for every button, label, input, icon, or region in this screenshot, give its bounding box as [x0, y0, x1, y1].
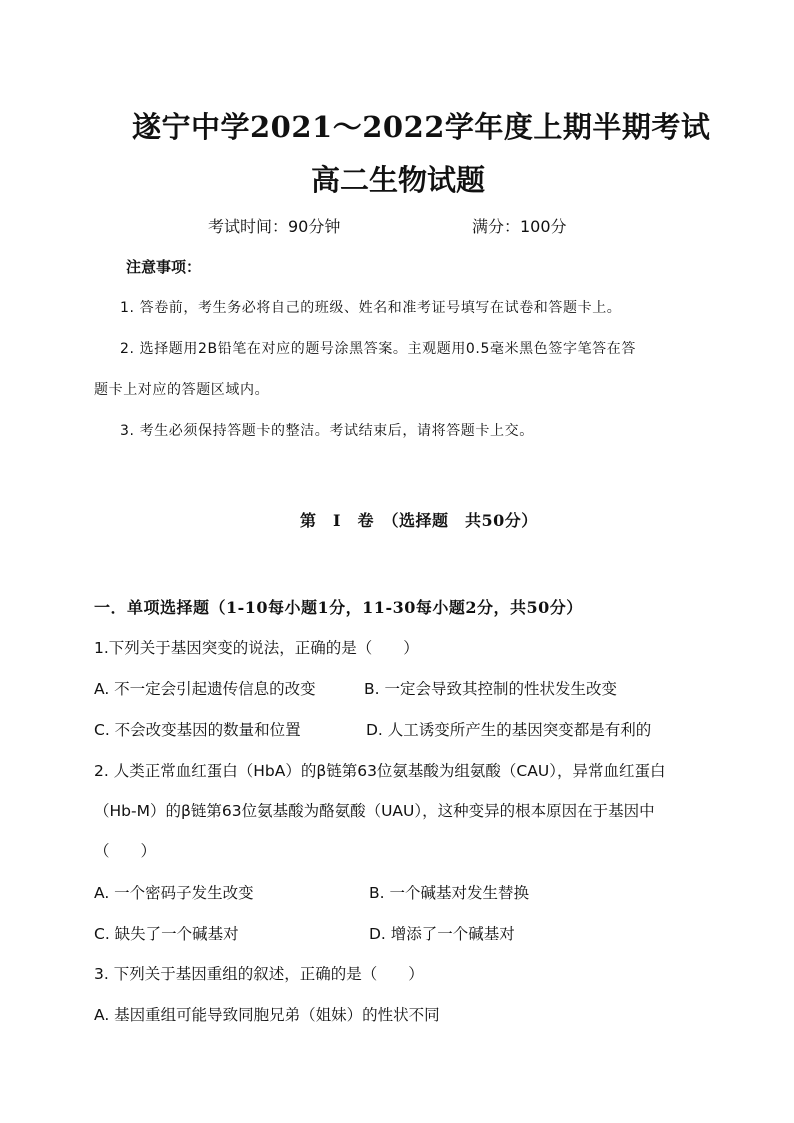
exam-title: 遂宁中学2021～2022学年度上期半期考试 — [132, 110, 711, 144]
option-b: B. 一个碱基对发生替换 — [369, 884, 529, 902]
option-c: C. 不会改变基因的数量和位置 — [94, 721, 301, 739]
note-item: 3. 考生必须保持答题卡的整洁。考试结束后，请将答题卡上交。 — [120, 423, 534, 439]
option-a: A. 一个密码子发生改变 — [94, 884, 254, 902]
option-a: A. 基因重组可能导致同胞兄弟（姐妹）的性状不同 — [94, 1006, 440, 1024]
section-heading: 一．单项选择题（1-10每小题1分，11-30每小题2分，共50分） — [94, 598, 583, 617]
option-a: A. 不一定会引起遗传信息的改变 — [94, 680, 316, 698]
option-c: C. 缺失了一个碱基对 — [94, 925, 239, 943]
note-item-continuation: 题卡上对应的答题区域内。 — [94, 382, 270, 398]
option-d: D. 增添了一个碱基对 — [369, 925, 515, 943]
notes-heading: 注意事项： — [126, 258, 202, 276]
question-stem: 3. 下列关于基因重组的叙述，正确的是（ ） — [94, 965, 424, 983]
option-b: B. 一定会导致其控制的性状发生改变 — [364, 680, 617, 698]
answer-bracket: （ ） — [94, 842, 157, 860]
note-item: 2. 选择题用2B铅笔在对应的题号涂黑答案。主观题用0.5毫米黑色签字笔答在答 — [120, 341, 636, 357]
note-item: 1. 答卷前，考生务必将自己的班级、姓名和准考证号填写在试卷和答题卡上。 — [120, 300, 622, 316]
full-score: 满分：100分 — [472, 217, 567, 236]
question-stem-continuation: （Hb-M）的β链第63位氨基酸为酪氨酸（UAU），这种变异的根本原因在于基因中 — [94, 802, 655, 820]
part-title: 第 Ⅰ 卷 （选择题 共50分） — [300, 511, 538, 530]
question-stem: 2. 人类正常血红蛋白（HbA）的β链第63位氨基酸为组氨酸（CAU），异常血红蛋白 — [94, 762, 666, 780]
question-stem: 1.下列关于基因突变的说法，正确的是（ ） — [94, 639, 419, 657]
exam-subtitle: 高二生物试题 — [311, 163, 486, 197]
exam-time: 考试时间：90分钟 — [208, 217, 341, 236]
option-d: D. 人工诱变所产生的基因突变都是有利的 — [366, 721, 652, 739]
